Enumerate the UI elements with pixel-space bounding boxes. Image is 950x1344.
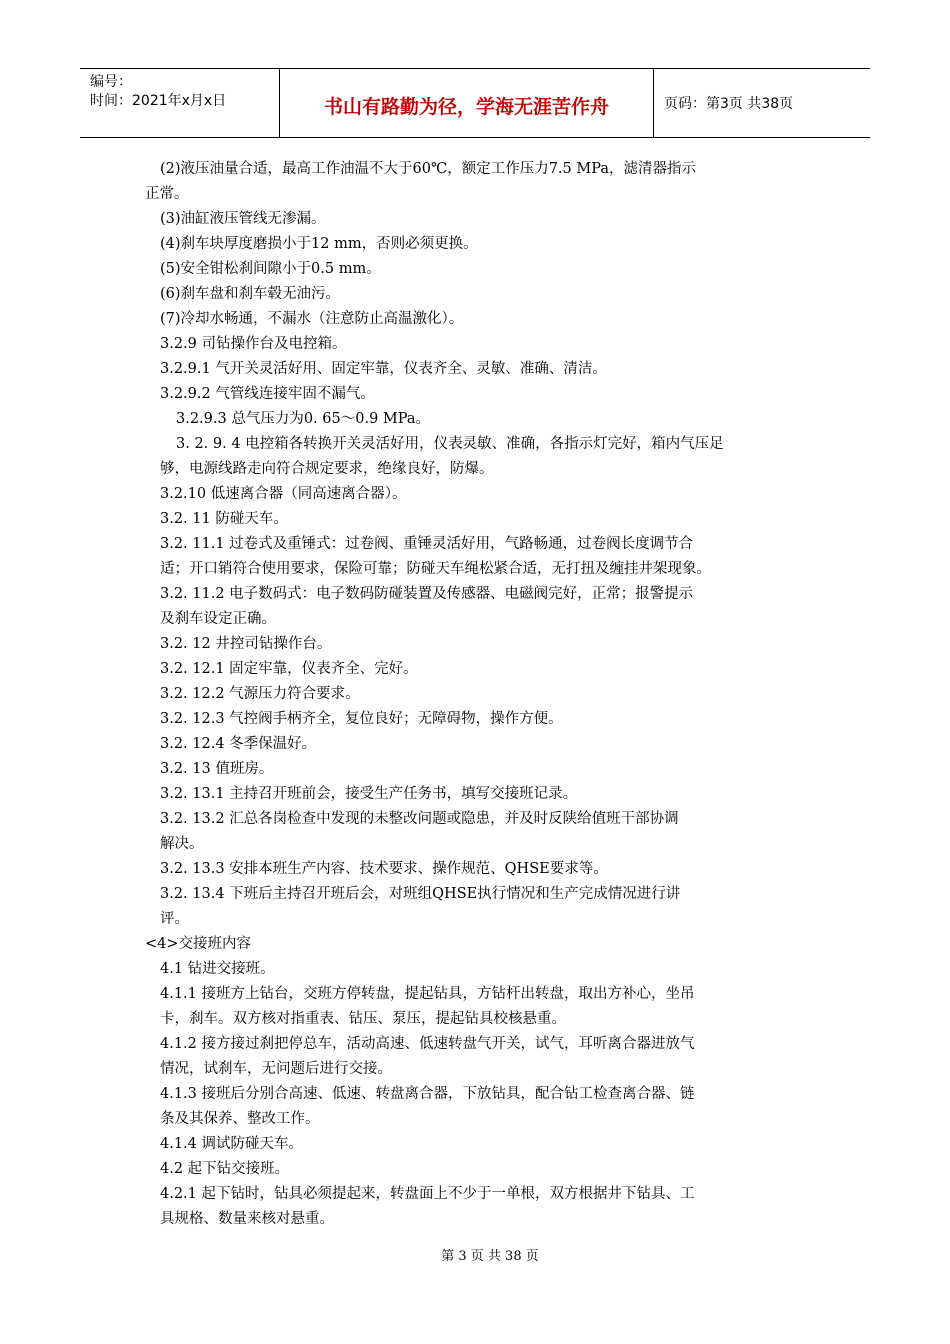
section-heading: 4.2 起下钻交接班。 bbox=[160, 1161, 290, 1177]
body-line: (2)液压油量合适，最高工作油温不大于60℃，额定工作压力7.5 MPa，滤清器指示 bbox=[160, 161, 696, 177]
body-line: 3. 2. 9. 4 电控箱各转换开关灵活好用，仪表灵敏、准确，各指示灯完好，箱内气压足 bbox=[176, 436, 724, 452]
section-heading: 4.1 钻进交接班。 bbox=[160, 961, 275, 977]
body-line: 3.2. 12.3 气控阀手柄齐全，复位良好；无障碍物，操作方便。 bbox=[160, 711, 563, 727]
header-motto: 书山有路勤为径，学海无涯苦作舟 bbox=[280, 69, 654, 137]
header-left-cell bbox=[80, 69, 280, 137]
body-line: 3.2. 11.2 电子数码式：电子数码防碰装置及传感器、电磁阀完好，正常；报警提示 bbox=[160, 586, 694, 602]
document-time-label: 时间：2021年x月x日 bbox=[90, 93, 227, 109]
body-line: (4)刹车块厚度磨损小于12 mm，否则必须更换。 bbox=[160, 236, 478, 252]
document-header bbox=[80, 68, 870, 138]
body-line: 3.2.9.2 气管线连接牢固不漏气。 bbox=[160, 386, 375, 402]
body-line: 及刹车设定正确。 bbox=[160, 611, 276, 627]
body-line: 够，电源线路走向符合规定要求，绝缘良好，防爆。 bbox=[160, 461, 494, 477]
body-line: 卡，刹车。双方核对指重表、钻压、泵压，提起钻具校核悬重。 bbox=[160, 1011, 566, 1027]
page-footer: 第 3 页 共 38 页 bbox=[441, 1249, 539, 1264]
body-line: (3)油缸液压管线无渗漏。 bbox=[160, 211, 326, 227]
body-line: 适；开口销符合使用要求，保险可靠；防碰天车绳松紧合适，无打扭及缠挂井架现象。 bbox=[160, 561, 711, 577]
body-line: (6)刹车盘和刹车毂无油污。 bbox=[160, 286, 341, 302]
body-line: 评。 bbox=[160, 911, 189, 927]
body-line: 4.2.1 起下钻时，钻具必须提起来，转盘面上不少于一单根，双方根据井下钻具、工 bbox=[160, 1186, 695, 1202]
section-heading: 3.2.10 低速离合器（同高速离合器）。 bbox=[160, 486, 407, 502]
document-number-label: 编号： bbox=[90, 74, 132, 90]
body-line: 4.1.2 接方接过刹把停总车，活动高速、低速转盘气开关，试气，耳听离合器进放气 bbox=[160, 1036, 695, 1052]
body-line: 3.2.9.1 气开关灵活好用、固定牢靠，仪表齐全、灵敏、准确、清洁。 bbox=[160, 361, 607, 377]
body-line: 3.2. 13.4 下班后主持召开班后会，对班组QHSE执行情况和生产完成情况进行讲 bbox=[160, 886, 681, 902]
body-line: 3.2. 12.2 气源压力符合要求。 bbox=[160, 686, 360, 702]
section-heading: 3.2. 11 防碰天车。 bbox=[160, 511, 288, 527]
section-heading: 3.2.9 司钻操作台及电控箱。 bbox=[160, 336, 347, 352]
body-line: 3.2. 13.2 汇总各岗检查中发现的未整改问题或隐患，并及时反陕给值班干部协调 bbox=[160, 811, 679, 827]
body-line: 4.1.3 接班后分别合高速、低速、转盘离合器，下放钻具，配合钻工检查离合器、链 bbox=[160, 1086, 695, 1102]
section-heading: 3.2. 13 值班房。 bbox=[160, 761, 274, 777]
body-line: 4.1.1 接班方上钻台，交班方停转盘，提起钻具，方钻杆出转盘，取出方补心，坐吊 bbox=[160, 986, 695, 1002]
body-line: 情况，试刹车，无问题后进行交接。 bbox=[160, 1061, 392, 1077]
body-line: 3.2. 13.3 安排本班生产内容、技术要求、操作规范、QHSE要求等。 bbox=[160, 861, 608, 877]
body-line: (7)冷却水畅通，不漏水（注意防止高温激化）。 bbox=[160, 311, 464, 327]
body-line: 4.1.4 调试防碰天车。 bbox=[160, 1136, 304, 1152]
body-line: 具规格、数量来核对悬重。 bbox=[160, 1211, 334, 1227]
body-line: 3.2. 11.1 过卷式及重锤式：过卷阀、重锤灵活好用，气路畅通，过卷阀长度调节合 bbox=[160, 536, 694, 552]
body-line: 条及其保养、整改工作。 bbox=[160, 1111, 320, 1127]
body-line: 3.2. 12.1 固定牢靠，仪表齐全、完好。 bbox=[160, 661, 418, 677]
section-heading: <4>交接班内容 bbox=[145, 936, 252, 952]
body-line: 解决。 bbox=[160, 836, 204, 852]
section-heading: 3.2. 12 井控司钻操作台。 bbox=[160, 636, 332, 652]
body-line: 3.2. 13.1 主持召开班前会，接受生产任务书，填写交接班记录。 bbox=[160, 786, 578, 802]
header-page-info: 页码：第3页 共38页 bbox=[664, 96, 794, 112]
body-line: 正常。 bbox=[145, 186, 189, 202]
body-line: (5)安全钳松刹间隙小于0.5 mm。 bbox=[160, 261, 381, 277]
body-line: 3.2. 12.4 冬季保温好。 bbox=[160, 736, 317, 752]
body-line: 3.2.9.3 总气压力为0. 65～0.9 MPa。 bbox=[176, 411, 430, 427]
